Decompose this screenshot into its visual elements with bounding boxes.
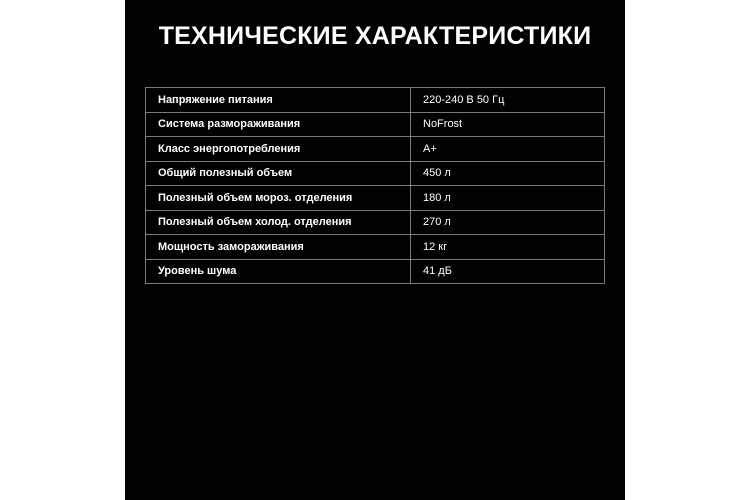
- table-row: [146, 235, 605, 260]
- table-row: [146, 210, 605, 235]
- table-row: [146, 259, 605, 284]
- spec-value: 12 кг: [411, 235, 605, 260]
- spec-value: NoFrost: [411, 112, 605, 137]
- spec-param: Полезный объем холод. отделения: [146, 210, 411, 235]
- table-row: [146, 112, 605, 137]
- table-row: [146, 186, 605, 211]
- spec-param: Мощность замораживания: [146, 235, 411, 260]
- spec-value: 450 л: [411, 161, 605, 186]
- spec-value: 41 дБ: [411, 259, 605, 284]
- spec-table: [145, 87, 605, 284]
- table-row: [146, 88, 605, 113]
- spec-param: Система размораживания: [146, 112, 411, 137]
- spec-param: Уровень шума: [146, 259, 411, 284]
- spec-param: Класс энергопотребления: [146, 137, 411, 162]
- spec-param: Полезный объем мороз. отделения: [146, 186, 411, 211]
- spec-value: 220-240 В 50 Гц: [411, 88, 605, 113]
- spec-value: 180 л: [411, 186, 605, 211]
- spec-param: Напряжение питания: [146, 88, 411, 113]
- table-row: [146, 161, 605, 186]
- table-row: [146, 137, 605, 162]
- spec-value: 270 л: [411, 210, 605, 235]
- page-title: ТЕХНИЧЕСКИЕ ХАРАКТЕРИСТИКИ: [158, 22, 592, 50]
- spec-value: А+: [411, 137, 605, 162]
- spec-param: Общий полезный объем: [146, 161, 411, 186]
- spec-panel: [125, 0, 625, 500]
